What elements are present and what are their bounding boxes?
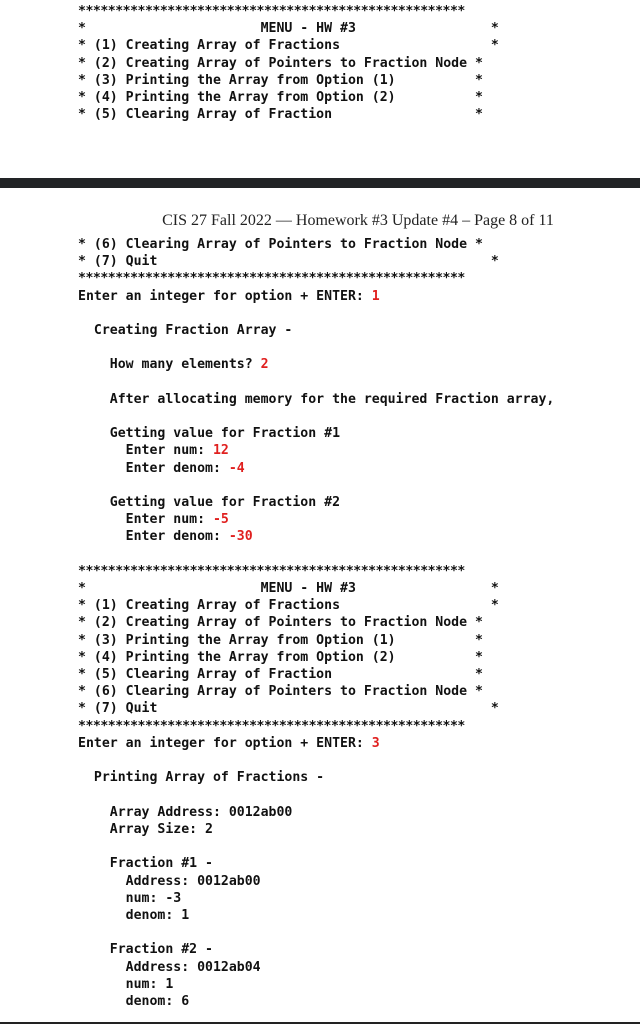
fraction-2-label: Getting value for Fraction #2 [78,495,341,511]
menu2-border-bottom: **************************************************** [78,718,465,734]
fraction-1-denom-input: -4 [228,460,245,476]
page-header: CIS 27 Fall 2022 — Homework #3 Update #4 – Page 8 of 11 [162,212,554,229]
menu2-line-6: * (6) Clearing Array of Pointers to Fraction Node * [78,684,483,700]
console-output [78,236,554,1010]
array-size: Array Size: 2 [78,821,213,837]
print-fraction-1-address: Address: 0012ab00 [78,873,261,889]
option-input-1: 1 [371,288,380,304]
menu-line-5: * (5) Clearing Array of Fraction * [78,107,483,123]
after-alloc-text: After allocating memory for the required Fraction array, [78,391,555,407]
page-break [0,178,640,188]
print-fraction-2-address: Address: 0012ab04 [78,959,261,975]
menu2-line-3: * (3) Printing the Array from Option (1) * [78,632,483,648]
menu-line-1: * (1) Creating Array of Fractions * [78,38,499,54]
document-page-top [0,0,640,178]
fraction-1-num-input: 12 [212,443,229,459]
fraction-1-denom-label: Enter denom: [78,460,229,476]
fraction-2-num-label: Enter num: [78,512,213,528]
print-heading: Printing Array of Fractions - [78,770,325,786]
option-input-2: 3 [371,735,380,751]
menu2-line-7: * (7) Quit * [78,701,499,717]
menu2-line-1: * (1) Creating Array of Fractions * [78,598,499,614]
menu-border-bottom: **************************************************** [78,271,465,287]
menu2-border-top: **************************************************** [78,563,465,579]
option-prompt-1: Enter an integer for option + ENTER: [78,288,372,304]
menu-block-top [78,3,499,123]
fraction-1-num-label: Enter num: [78,443,213,459]
menu-line-7: * (7) Quit * [78,254,499,270]
print-fraction-1-num: num: -3 [78,890,182,906]
menu-border-top: **************************************************** [78,4,465,19]
menu-line-2: * (2) Creating Array of Pointers to Fraction Node * [78,55,483,71]
fraction-2-denom-input: -30 [228,529,253,545]
create-heading: Creating Fraction Array - [78,323,293,339]
print-fraction-1-title: Fraction #1 - [78,856,213,872]
fraction-2-denom-label: Enter denom: [78,529,229,545]
menu-title: * MENU - HW #3 * [78,21,499,37]
array-address: Array Address: 0012ab00 [78,804,293,820]
print-fraction-2-denom: denom: 6 [78,993,190,1009]
print-fraction-2-num: num: 1 [78,976,174,992]
print-fraction-2-title: Fraction #2 - [78,942,213,958]
menu-line-6: * (6) Clearing Array of Pointers to Fraction Node * [78,237,483,252]
option-prompt-2: Enter an integer for option + ENTER: [78,735,372,751]
how-many-prompt: How many elements? [78,357,261,373]
document-page-bottom [0,188,640,1024]
menu2-title: * MENU - HW #3 * [78,581,499,597]
menu-line-4: * (4) Printing the Array from Option (2) * [78,90,483,106]
fraction-1-label: Getting value for Fraction #1 [78,426,341,442]
menu-line-3: * (3) Printing the Array from Option (1) * [78,72,483,88]
fraction-2-num-input: -5 [212,512,229,528]
print-fraction-1-denom: denom: 1 [78,907,190,923]
how-many-input: 2 [260,357,269,373]
menu2-line-4: * (4) Printing the Array from Option (2) * [78,649,483,665]
menu2-line-5: * (5) Clearing Array of Fraction * [78,667,483,683]
menu2-line-2: * (2) Creating Array of Pointers to Fraction Node * [78,615,483,631]
